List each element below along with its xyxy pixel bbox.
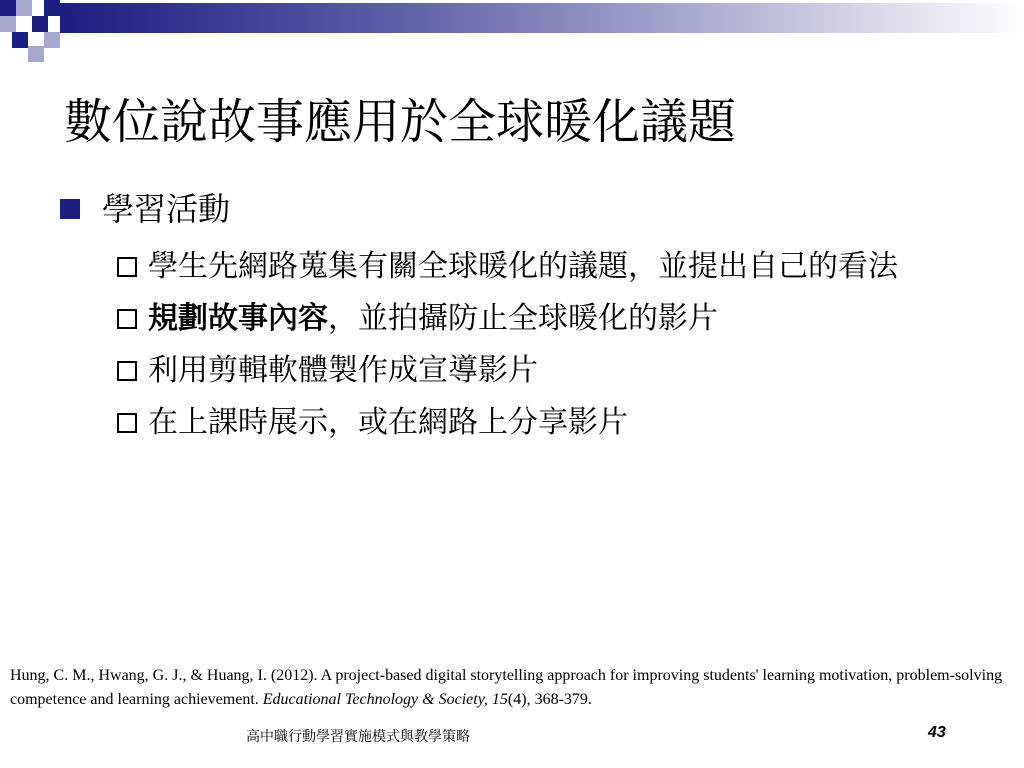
bullet-bold-text: 規劃故事內容 bbox=[148, 301, 328, 336]
hollow-square-bullet-icon bbox=[117, 257, 137, 277]
header-gradient-bar bbox=[60, 3, 1024, 33]
deco-square bbox=[32, 16, 48, 32]
hollow-square-bullet-icon bbox=[117, 361, 137, 381]
square-bullet-icon bbox=[60, 199, 80, 219]
decorative-header bbox=[0, 0, 1024, 62]
bullet-level1 bbox=[60, 185, 960, 233]
bullet-level2 bbox=[60, 245, 960, 289]
bullet-level2 bbox=[60, 349, 960, 393]
page-number: 43 bbox=[928, 724, 946, 741]
slide-title: 數位說故事應用於全球暖化議題 bbox=[64, 94, 737, 150]
deco-square bbox=[12, 32, 28, 48]
bullet-text: 學生先網路蒐集有關全球暖化的議題，並提出自己的看法 bbox=[148, 249, 898, 284]
bullet-text: 利用剪輯軟體製作成宣導影片 bbox=[148, 353, 538, 388]
slide-content bbox=[60, 185, 960, 445]
deco-square bbox=[28, 46, 44, 62]
hollow-square-bullet-icon bbox=[117, 309, 137, 329]
deco-square bbox=[0, 16, 16, 32]
bullet-level2 bbox=[60, 401, 960, 445]
bullet-level2 bbox=[60, 297, 960, 341]
deco-square bbox=[16, 0, 32, 16]
bullet-text: 學習活動 bbox=[102, 190, 231, 228]
footer-title: 高中職行動學習實施模式與教學策略 bbox=[246, 729, 470, 745]
citation-reference bbox=[10, 664, 1020, 712]
bullet-text: 在上課時展示，或在網路上分享影片 bbox=[148, 405, 628, 440]
bullet-text: ，並拍攝防止全球暖化的影片 bbox=[328, 301, 718, 336]
citation-issue: (4), 368-379. bbox=[507, 691, 592, 708]
deco-square bbox=[44, 0, 60, 16]
citation-authors: Hung, C. M., Hwang, G. J., & Huang, I. (2012). A project-based digital storytelling approach for improving students' learning motivation, problem-solving competence and learning achievement. bbox=[10, 667, 1003, 708]
citation-journal: Educational Technology & Society, 15 bbox=[262, 691, 508, 708]
deco-square bbox=[60, 16, 76, 32]
hollow-square-bullet-icon bbox=[117, 413, 137, 433]
deco-square bbox=[44, 32, 60, 48]
deco-square bbox=[0, 0, 16, 16]
